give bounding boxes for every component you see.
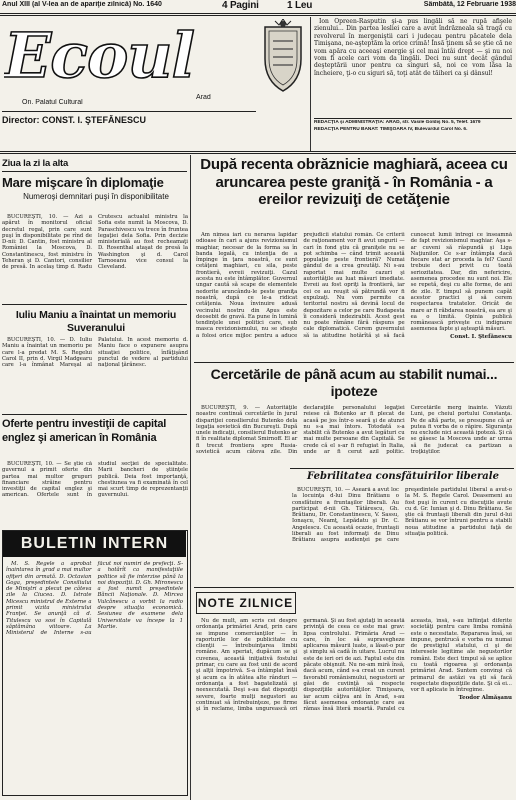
rule-l2 bbox=[2, 414, 187, 415]
headline-diplomatie: Mare mişcare în diplomaţie bbox=[2, 175, 164, 190]
article-cercetari-text: BUCUREŞTI, 9. — Autorităţile noastre continuă cercetările în jurul dispariţiei consilierului Butenko dela legaţia sovietică din Bucureşti. După unele indicaţii, consilierul Butenko ar fi în realitate diplomat Smirnoff. El ar fi trecut frontiera spre Rusia-sovietică acum câteva zile. Din declaraţiile personalului legaţiei reiese că Butenko ar fi plecat de acasă pe jos într-o seară şi de atunci nu s-a mai întors. Totodată s-a stabilit că Butenko a avut legături cu mai multe persoane din Capitală. Se crede că el s-ar fi refugiat în Italia, unde ar fi cerut azil politic. Cercetările merg înainte. Văzuti Luni, pe cheiul portului Constanţa. Pe de altă parte, se presupune că ar putea fi vorba de o răpire. Siguranţa nu exclude nici această ipoteză. Şi că se găsesc la Moscova unde ar urma să fie judecat ca partizan a troţkiştilor. bbox=[196, 405, 512, 456]
masthead-title: Ecoul bbox=[4, 21, 194, 91]
right-top-text: Ion Opreen-Rasputin şi-a pus lingăli să ne rupă afişele zienului... Din partea lesliei care a avut îndrăzneala să tragă cu revolverul în mergeniştii cari i judecau pentru păcatele dela Timişana, ne-aşteptăm la orice crimă! Însă ţinem să se ştie că ne vom apăra cu aceeaşi energie şi cel mai întâi drept — şi nu noi vom fi acele cari vom da lingăli. Deci nu sunt decât gândul deşteptării unor pentru ca singuri să, noi ce vom lăsa la încheiere, ţi-o cu siguri să, toţi atât de tăiheri ca şi dânsul! bbox=[314, 18, 512, 77]
masthead-palace: On. Palatul Cultural bbox=[22, 99, 83, 106]
buletin-text: M. S. Regele a aprobat înaintarea în grad a mai multor ofiţeri din armată. D. Octavian Goga, preşedintele Consiliului de Miniştri a plecat pe câteva zile la Ciucea. D. Istrate Micescu ministrul de Externe a primit vizita ministrului Franţei. Se anunţă că d. Titulescu va sosi în Capitală săptămâna viitoare. La Ministerul de Interne s-au făcut noi numiri de prefecţi. S-a hotărît ca manifestaţiile politice să fie interzise până la noi dispoziţii. D. Gh. Mironescu a fost numit preşedintele Băncii Naţionale. D. Mircea Vulcănescu a vorbit la radio despre situaţia economică. Sesiunea de examene dela Universitate va începe la 1 Martie. bbox=[6, 561, 183, 637]
subhead-diplomatie: Numeroşi demnitari puşi în disponibilitate bbox=[23, 192, 169, 201]
article-diplomatie-text: BUCUREŞTI, 10. — Azi a apărut în monitorul oficial decretul regal, prin care sunt puşi în disponibilitate pe rînd de D-nii: D. Cantin, fost ministru al României la Moscova, D. Constantinescu, fost ministru în Teheran şi D. Cantori, consilier de presă. In acelaş timp d. Radu Crutescu actualul ministru la Sofia este numit la Moscova, D. Paraschivescu va trece în fruntea legaţiei dela Sofia. Prin decizie ministerială au fost recheamaţi D. Rosenthal ataşat de presă la Washington şi d. Carol Tarnoeanu vice consul la Cleveland. bbox=[2, 214, 188, 271]
masthead bbox=[0, 17, 258, 151]
rule-l1 bbox=[2, 304, 187, 305]
main-article-text: Am nimea iari cu nerarea lapidar odioase în cari a ajuns revizionismul maghiar, necesar de la forma sa în banda legală, cu intenţia de a împinge în ţara noastră, ce sunt cetăţeni maghiari, cu sila, peste frontieră, evreii revizuiţi. Cazul acesta nu este întâmplător. Guvernul ungar caută să scape de elementele nedorite aruncându-le peste graniţa noastră, după ce le-a ridicat cetăţenia. Noua învinuire adusă vecinului nostru din Apus este deosebit de gravă. Ea pune în lumină tendinţele unei politici care, sub masca revizionismului, nu se sfieşte a folosi orice mijloc pentru a aduce prejudicii statului român. Ce criterii de raţionament vor fi avut ungurii — cari în fond ştiu că graniţele nu se pot schimba — când trimit această populaţie peste frontieră? Numai gândul de a crea greutăţi. Ni s-au raportat mai multe cazuri şi autorităţile au luat măsuri imediate. Evreii au fost opriţi la frontieră, iar cei ce au reuşit să pătrundă vor fi expulzaţi. Nu vom permite ca teritoriul nostru să devină locul de depozitare a celor pe care Budapesta îi consideră indezirabili. Acest gest nu poate rămâne fără răspuns pe cale diplomatică. Cerem guvernului să ia atitudine hotărîtă şi să facă cunoscut lumii întregi ce înseamnă de fapt revizionismul maghiar. Aşa s-ar cuveni să răspundă şi Liga Naţiunilor. Ce s-ar întâmpla dacă fiecare stat ar proceda la fel? Cazul trebuie deci privit cu toată seriozitatea. Dar, din nefericire, asemenea procedee nu sunt noi. Ele se repetă, deşi cu alte forme, de ani de zile. E timpul să punem capăt acestor practici şi să cerem respectarea tratatelor. Oricât de mare ar fi răbdarea noastră, ea are şi ea o limită. Opinia publică românească priveşte cu indignare asemenea fapte şi aşteaptă măsuri. bbox=[196, 232, 512, 339]
redactia-rule bbox=[314, 118, 512, 119]
article-cercetari bbox=[196, 405, 512, 467]
headline-maniu: Iuliu Maniu a înaintat un memoriu Suveranului bbox=[15, 309, 177, 334]
main-article-sign: Const. I. Ştefănescu bbox=[450, 333, 512, 340]
buletin-box bbox=[2, 530, 188, 796]
masthead-divider bbox=[310, 17, 311, 151]
section-heading: Ziua la zi la alta bbox=[2, 158, 69, 169]
note-sign: Teodor Almăşanu bbox=[458, 694, 512, 701]
note-article bbox=[196, 618, 512, 796]
article-investitii bbox=[2, 461, 188, 525]
redactia-banat: REDACŢIA PENTRU BANAT: TIMIŞOARA IV, Bulevardul Carol No. 6. bbox=[314, 127, 468, 132]
coat-of-arms-emblem bbox=[259, 19, 307, 99]
director-line: Director: CONST. I. ŞTEFĂNESCU bbox=[2, 115, 147, 125]
rule-m2 bbox=[290, 468, 514, 469]
rule-m1 bbox=[194, 362, 514, 363]
edition-line: Anul XIII (al V-lea an de apariţie zilnică) No. 1640 bbox=[2, 1, 162, 8]
redactia-address: REDACŢIA şi ADMINISTRAŢIA: ARAD, str. Vasile Goldiş No. 5, Telef. 1679 bbox=[314, 120, 481, 125]
main-article bbox=[196, 232, 512, 360]
top-bar bbox=[0, 0, 516, 14]
note-title-box bbox=[196, 592, 296, 614]
article-diplomatie bbox=[2, 214, 188, 302]
buletin-title: BULETIN INTERN bbox=[20, 535, 169, 552]
masthead-city: Arad bbox=[196, 94, 211, 101]
headline-liberale: Febrilitatea consfătuirilor liberale bbox=[307, 471, 499, 482]
note-text: Nu de mult, am scris cei despre ordonanţa primăriei Arad, prin care se impune comercianţilor — în raporturile lor de publicitate cu clienţii — întrebuinţarea limbii române. Am speriat, dupăcum se şi cuvenea, această iniţiativă fostului primar, cu care au fost unii de acord şi alţii împotrivă. S-a întâmplat însă şi acum ca în atâtea alte rânduri — ordonanţa a fost bagatelizată şi neexecutată. Deşi s-au dat dispoziţii severe, foarte mulţi negustori au continuat să întrebuinţeze, pe firme şi în reclame, limba ungurească ori germană. Şi au fost ajutaţi în această privinţă de ceea ce este mai grav: lipsa controlului. Primăria Arad — care, în loc să supravegheze aplicarea măsurii luate, a lăsat-o pur şi simplu să cadă în uitare. Lucrul nu este de ieri ori de azi. Faptul este din păcate obişnuit. Nu ne-am miră însă, dacă acum, când s-a creat un curent favorabil românismului, negustorii ar găsi de cuviinţă să respecte dispoziţiile autorităţilor. Timişoara, iar acum câţiva ani în Arad, s-au făcut asemenea ordonanţe care au rămas însă literă moartă. Paralel cu aceasta, însă, s-au înfiinţat diferite societăţi pentru care limba română este o necesitate. Repararea însă, se impune, pentrucă e vorba nu numai de prestigiul statului, ci şi de interesele legitime ale negustorilor români. Este deci timpul să se aplice cu toată rigoarea şi ordonanţa primăriei Arad. Suntem convinşi că primarul de astăzi va şti să facă respectate dispoziţiile date. Şi că ei... vor fi aplicate în întregime. bbox=[196, 618, 512, 713]
left-main-divider bbox=[190, 155, 191, 800]
section-rule bbox=[2, 171, 187, 172]
article-liberale-text: BUCUREŞTI, 10. — Aseară a avut loc la locuinţa d-lui Dinu Brătianu o consfătuire a fruntaşilor liberali. Au participat d-nii Gh. Tătărescu, Gh. Brătianu, Dr. Constantinescu, V. Sassu, Ionaşcu, Neamţ, Lepădatu şi Dr. C. Angelescu. Cu această ocazie, fruntaşii liberali au fost informaţi de Dinu Brătianu asupra audienţei pe care preşedintele partidului liberal a avut-o la M. S. Regele Carol. Deasemeni au fost puşi în curent cu discuţiile avute cu d. Gr. Iunian şi d. Dinu Brătianu. Se ştie că fruntaşii liberali din jurul d-lui Brătianu se vor întruni pentru a stabili noua atitudine a partidului faţă de situaţia politică. bbox=[292, 487, 512, 544]
article-liberale bbox=[292, 487, 512, 583]
buletin-body bbox=[6, 561, 183, 793]
pages-count: 4 Pagini bbox=[222, 0, 259, 11]
article-maniu bbox=[2, 337, 188, 413]
buletin-banner bbox=[3, 531, 186, 557]
price: 1 Leu bbox=[287, 0, 313, 11]
article-investitii-text: BUCUREŞTI, 10. — Se ştie că guvernul a primit oferte din partea mai multor grupuri financiare străine pentru investiţii de capital englez şi american. Ofertele sunt în studiul secţiei de specialitate. Marii bancheri de ştiinţele publică. Deia fost importanţă, chestiunea va fi examinată în cel mai scurt timp de reprezentanţii guvernului. bbox=[2, 461, 188, 499]
headline-cercetari: Cercetările de până acum au stabilit numai... ipoteze bbox=[210, 366, 498, 399]
note-title: NOTE ZILNICE bbox=[197, 596, 294, 610]
masthead-rule bbox=[2, 111, 256, 112]
top-rule bbox=[0, 13, 516, 16]
main-headline: După recenta obrăznicie maghiară, aceea cu aruncarea peste graniţă - în România - a ereilor revizuiţi de cetăţenie bbox=[200, 156, 508, 208]
rule-m3 bbox=[194, 587, 514, 588]
masthead-bottom-rule bbox=[0, 151, 516, 154]
headline-investitii: Oferte pentru investiţii de capital englez şi american în România bbox=[2, 418, 167, 444]
issue-date: Sâmbătă, 12 Februarie 1938 bbox=[423, 1, 516, 8]
right-top-article bbox=[314, 18, 512, 114]
article-maniu-text: BUCUREŞTI, 10. — D. Iuliu Maniu a înaintat un memoriu pe care l-a predat M. S. Regelui Carol II, prin d. Virgil Madgearu care l-a înmânat Mareşal al Palatului. In acest memoriu d. Maniu face o expunere asupra situaţiei politice, înfăţişând punctul de vedere al partidului naţional ţărănesc. bbox=[2, 337, 188, 369]
